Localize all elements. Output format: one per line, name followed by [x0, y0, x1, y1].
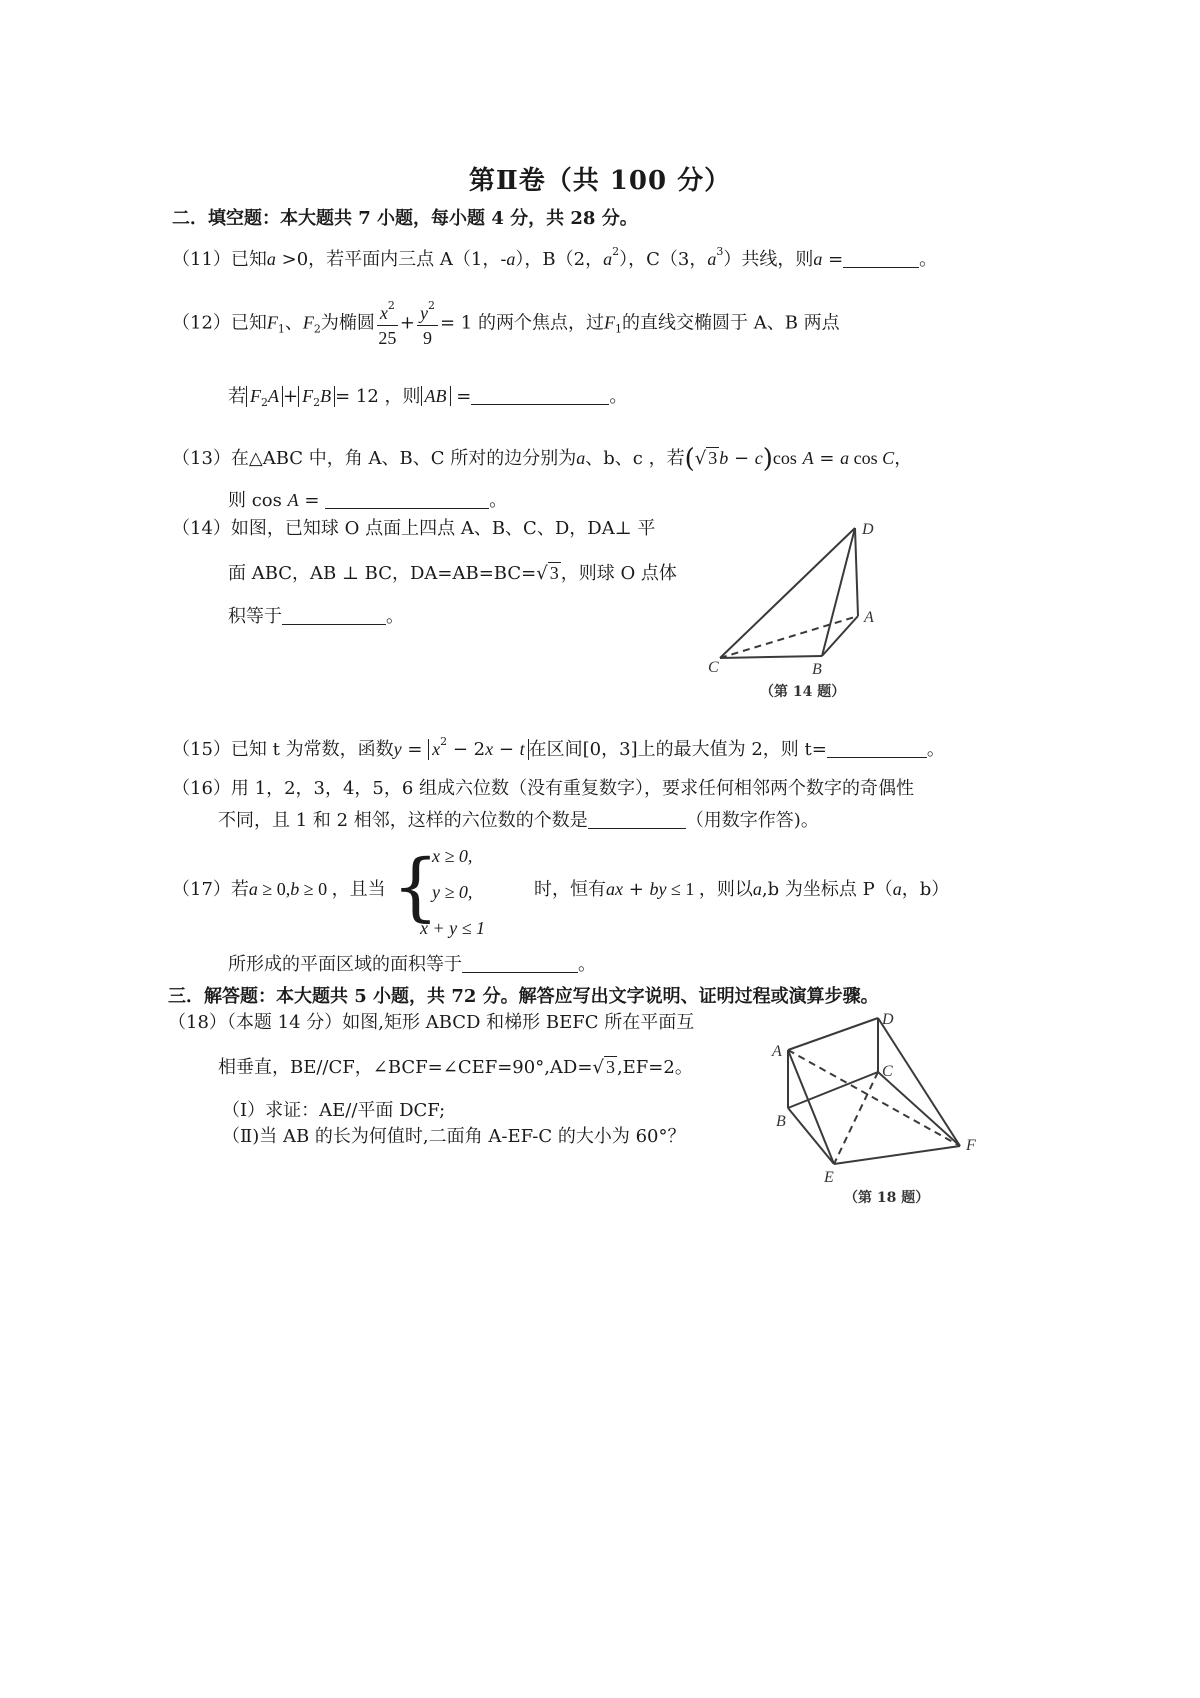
question-18 — [168, 1014, 694, 1032]
math-var: x — [379, 303, 388, 323]
q-text: ，b） — [901, 879, 950, 900]
label-F: F — [966, 1137, 976, 1154]
q-text: 。 — [489, 490, 508, 511]
question-13-line-2 — [228, 490, 507, 510]
q-text: 、b、c ，若 — [585, 448, 685, 469]
math-var: a — [707, 249, 717, 269]
question-16 — [172, 780, 914, 798]
math-var: a — [603, 249, 613, 269]
sqrt-symbol: √ — [536, 563, 548, 584]
math-var: a — [813, 249, 823, 269]
q-text: = — [813, 448, 841, 469]
q-text: ,b 为坐标点 P（ — [761, 879, 893, 900]
q-text: = 1 的两个焦点，过 — [440, 312, 604, 334]
math-var: a — [840, 448, 850, 468]
q-text: 为椭圆 — [320, 312, 375, 334]
math-sub: 1 — [614, 322, 622, 336]
q-text: 的直线交椭圆于 A、B 两点 — [621, 312, 840, 334]
math-exp: 2 — [387, 299, 395, 312]
system-brace: { — [392, 844, 440, 930]
question-15 — [172, 736, 945, 759]
math-sub: 2 — [313, 396, 321, 409]
question-18-part-1: （Ⅰ）求证：AE//平面 DCF; — [222, 1100, 446, 1121]
math-var: F — [266, 312, 278, 333]
math-var: F — [250, 386, 261, 406]
q-number: （14） — [172, 518, 231, 539]
abs-value: AB — [421, 386, 451, 406]
q-text: = — [450, 386, 472, 407]
q-text: 面 ABC，AB ⊥ BC，DA=AB=BC= — [228, 563, 537, 584]
q-number: （12） — [172, 312, 231, 334]
math-var: x — [485, 739, 494, 759]
edge-EF — [834, 1146, 960, 1164]
q-text: ， — [894, 448, 913, 469]
q-text: = — [401, 739, 429, 760]
math-var: ax — [606, 879, 623, 899]
math-var: A — [287, 490, 299, 510]
math-var: by — [649, 879, 667, 899]
edge-AE — [788, 1050, 834, 1164]
q-number: （11） — [172, 249, 231, 270]
math-var: a — [752, 879, 762, 899]
figure-caption: （第 18 题） — [844, 1190, 930, 1206]
q-text: ≥ 0, — [257, 879, 291, 899]
q-text: ,EF=2。 — [616, 1057, 693, 1078]
abs-value — [246, 386, 283, 407]
q-text: 若 — [228, 386, 246, 407]
q-text: 在△ABC 中，角 A、B、C 所对的边分别为 — [230, 448, 577, 469]
question-11 — [172, 246, 937, 269]
q-text: = — [822, 249, 844, 270]
label-C: C — [882, 1063, 893, 1080]
math-exp: 3 — [716, 245, 724, 258]
system-row-2: y ≥ 0, — [432, 882, 473, 902]
q-text: + — [399, 312, 415, 334]
math-var: t — [519, 739, 525, 759]
q-number: （15） — [172, 739, 231, 760]
math-den: 25 — [378, 328, 397, 348]
answer-blank — [325, 490, 489, 509]
edge-BC — [788, 1072, 878, 1108]
answer-blank — [843, 249, 919, 268]
q-text: = 12 ，则 — [335, 386, 421, 407]
question-13 — [172, 446, 912, 472]
q-text: − — [728, 448, 755, 469]
q-number: （16） — [172, 778, 231, 799]
math-var: a — [266, 249, 276, 269]
q-text: 。 — [919, 249, 938, 270]
label-D: D — [882, 1011, 894, 1028]
edge-DA — [855, 528, 858, 616]
math-var: F — [603, 312, 615, 333]
fraction-x2-25 — [377, 300, 398, 347]
question-12-line-2 — [228, 386, 627, 408]
q-text: 时，恒有 — [534, 879, 606, 900]
q-text: ）共线，则 — [723, 249, 814, 270]
question-14-line-3 — [228, 606, 404, 626]
question-12 — [172, 300, 840, 347]
math-var: B — [320, 386, 332, 406]
question-14-line-2 — [228, 564, 677, 583]
section-2-heading: 二．填空题：本大题共 7 小题，每小题 4 分，共 28 分。 — [172, 208, 638, 229]
label-B: B — [812, 661, 822, 678]
q-text: 。 — [926, 739, 945, 760]
math-var: A — [268, 386, 279, 406]
label-C: C — [708, 659, 719, 676]
question-18-part-2: （Ⅱ)当 AB 的长为何值时,二面角 A-EF-C 的大小为 60°？ — [222, 1126, 686, 1147]
answer-blank — [282, 606, 386, 625]
abs-value — [428, 735, 529, 760]
math-func: cos — [772, 448, 797, 468]
math-var: a — [248, 879, 258, 899]
q-text: 不同，且 1 和 2 相邻，这样的六位数的个数是 — [218, 810, 588, 831]
label-D: D — [862, 521, 874, 538]
edge-DC — [720, 528, 855, 658]
q-text: ，则球 O 点体 — [560, 563, 677, 584]
paren-close: ) — [762, 444, 773, 474]
sqrt-radicand: 3 — [605, 1057, 615, 1077]
q-text: 已知 — [230, 249, 267, 270]
sqrt-symbol: √ — [592, 1057, 604, 1078]
question-17-line-2 — [228, 954, 596, 974]
math-var: a — [506, 249, 516, 269]
math-exp: 2 — [440, 735, 448, 748]
q-text: 。 — [609, 386, 628, 407]
q-text: （本题 14 分）如图,矩形 ABCD 和梯形 BEFC 所在平面互 — [226, 1012, 695, 1033]
label-A: A — [772, 1043, 782, 1060]
question-17-cont — [534, 880, 949, 899]
math-var: y — [420, 303, 428, 323]
abs-value — [298, 386, 335, 407]
q-text: ≥ 0 ，且当 — [299, 879, 386, 899]
sqrt-symbol: √ — [694, 448, 707, 469]
math-func: cos — [849, 448, 883, 468]
math-var: C — [882, 448, 895, 468]
paren-open: ( — [684, 444, 695, 474]
q-text: 。 — [386, 606, 404, 627]
q-text: （用数字作答)。 — [685, 810, 819, 831]
answer-blank — [588, 810, 686, 829]
q-text: 已知 t 为常数，函数 — [230, 739, 394, 760]
q-text: 积等于 — [228, 606, 282, 627]
math-var: y — [393, 739, 402, 759]
q-text: 若 — [230, 879, 249, 900]
edge-AD — [788, 1018, 878, 1050]
q-text: ≤ 1 ，则以 — [666, 879, 753, 899]
edge-BE — [788, 1108, 834, 1164]
question-14 — [172, 520, 655, 538]
sqrt-radicand: 3 — [549, 563, 559, 583]
edge-CE-hidden — [834, 1072, 878, 1164]
math-var: x — [432, 739, 441, 759]
q-number: （13） — [172, 448, 231, 469]
math-var: F — [302, 386, 314, 406]
q-text: 则 cos — [228, 490, 288, 511]
q-text: 、 — [284, 312, 303, 334]
figure-caption: （第 14 题） — [760, 684, 846, 700]
q-text: + — [283, 386, 299, 407]
q-number: （17） — [172, 879, 231, 900]
q-text: 用 1，2，3，4，5，6 组成六位数（没有重复数字），要求任何相邻两个数字的奇偶性 — [230, 778, 915, 799]
q-text: 所形成的平面区域的面积等于 — [228, 954, 462, 975]
answer-blank — [462, 954, 578, 973]
math-var: b — [719, 448, 729, 468]
math-var: c — [754, 448, 763, 468]
math-exp: 2 — [428, 299, 435, 312]
system-row-1: x ≥ 0, — [432, 846, 473, 866]
answer-blank — [827, 739, 927, 758]
q-text: >0，若平面内三点 A（1，- — [275, 249, 507, 270]
q-text: 如图，已知球 O 点面上四点 A、B、C、D，DA⊥ 平 — [230, 518, 656, 539]
math-var: b — [290, 879, 300, 899]
q-text: − — [493, 739, 520, 760]
page-title: 第Ⅱ卷（共 100 分） — [468, 166, 732, 196]
math-sub: 1 — [277, 322, 285, 336]
figure-14 — [700, 516, 900, 706]
math-exp: 2 — [612, 245, 620, 258]
label-E: E — [824, 1169, 834, 1186]
q-text: 。 — [578, 954, 596, 975]
fraction-y2-9 — [417, 300, 438, 347]
label-B: B — [776, 1113, 786, 1130]
q-text: 在区间[0，3]上的最大值为 2，则 t= — [528, 739, 827, 760]
math-var: F — [302, 312, 314, 333]
label-A: A — [864, 609, 874, 626]
q-text: ），C（3， — [619, 249, 708, 270]
q-number: （18） — [168, 1012, 227, 1033]
figure-18 — [770, 1008, 984, 1208]
q-text: ），B（2， — [515, 249, 604, 270]
section-3-heading: 三．解答题：本大题共 5 小题，共 72 分。解答应写出文字说明、证明过程或演算步骤。 — [168, 986, 879, 1007]
question-17 — [172, 880, 386, 899]
sqrt-radicand: 3 — [708, 448, 718, 468]
math-var: A — [802, 448, 814, 468]
question-18-line-2 — [218, 1058, 693, 1077]
system-row-3: x + y ≤ 1 — [420, 918, 486, 938]
math-var: a — [892, 879, 902, 899]
q-text: − 2 — [447, 739, 486, 760]
q-text: 相垂直，BE//CF，∠BCF=∠CEF=90°,AD= — [218, 1057, 593, 1078]
q-text: + — [623, 879, 650, 900]
edge-CB — [720, 656, 822, 658]
math-sub: 2 — [313, 322, 321, 336]
math-den: 9 — [423, 328, 432, 348]
q-text: = — [298, 490, 326, 511]
math-sub: 2 — [261, 396, 268, 409]
q-text: 已知 — [230, 312, 267, 334]
question-16-line-2 — [218, 810, 819, 830]
math-var: a — [576, 448, 586, 468]
answer-blank — [471, 386, 609, 405]
